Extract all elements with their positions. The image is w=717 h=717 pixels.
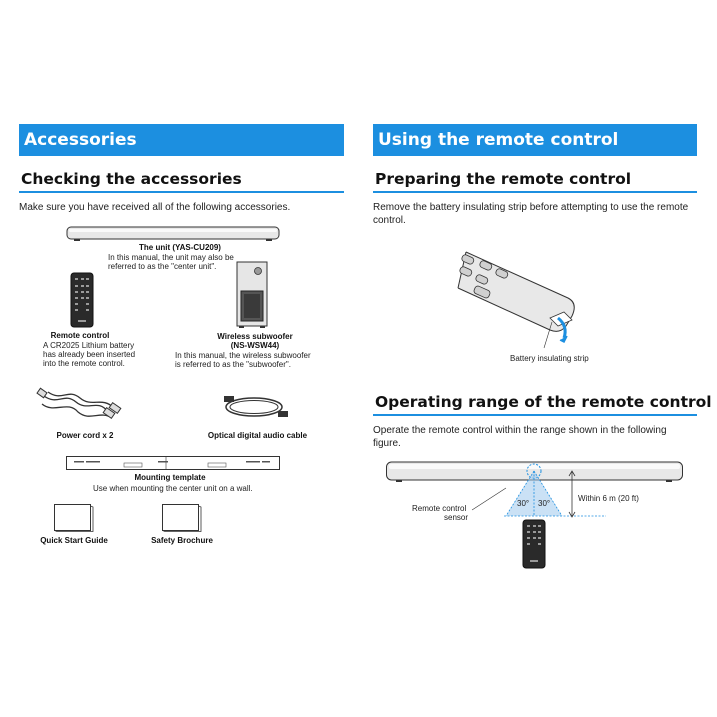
operating-text-line2: figure. bbox=[373, 438, 401, 449]
preparing-text-line2: control. bbox=[373, 215, 406, 226]
quick-start-guide-icon bbox=[54, 504, 94, 532]
accessories-banner: Accessories bbox=[19, 124, 344, 156]
preparing-text-line1: Remove the battery insulating strip before attempting to use the remote bbox=[373, 202, 689, 213]
distance-label: Within 6 m (20 ft) bbox=[578, 494, 639, 503]
angle-left-label: 30° bbox=[517, 499, 530, 508]
heading-rule bbox=[373, 414, 697, 416]
template-title: Mounting template bbox=[134, 473, 206, 482]
safety-brochure-icon bbox=[162, 504, 202, 532]
operating-range-diagram bbox=[386, 458, 686, 578]
sensor-label-line2: sensor bbox=[444, 513, 469, 522]
power-cord-label: Power cord x 2 bbox=[56, 431, 114, 440]
center-unit-illustration bbox=[66, 226, 280, 242]
power-cord-illustration bbox=[38, 388, 128, 426]
subwoofer-title-line1: Wireless subwoofer bbox=[217, 332, 293, 341]
angle-right-label: 30° bbox=[538, 499, 551, 508]
remote-desc-line2: has already been inserted bbox=[43, 350, 136, 359]
subwoofer-title-line2: (NS-WSW44) bbox=[230, 341, 280, 350]
remote-control-illustration bbox=[70, 272, 94, 328]
heading-rule bbox=[373, 191, 697, 193]
remote-title: Remote control bbox=[50, 331, 110, 340]
checking-accessories-heading: Checking the accessories bbox=[21, 170, 242, 188]
sensor-label-line1: Remote control bbox=[412, 504, 467, 513]
safety-brochure-label: Safety Brochure bbox=[151, 536, 213, 545]
optical-cable-label: Optical digital audio cable bbox=[207, 431, 308, 440]
remote-desc-line3: into the remote control. bbox=[43, 359, 125, 368]
subwoofer-desc-line2: is referred to as the "subwoofer". bbox=[175, 360, 291, 369]
battery-strip-label: Battery insulating strip bbox=[510, 354, 589, 363]
operating-range-heading: Operating range of the remote control bbox=[375, 393, 712, 411]
subwoofer-desc-line1: In this manual, the wireless subwoofer bbox=[175, 351, 311, 360]
mounting-template-illustration bbox=[66, 456, 280, 470]
unit-desc-line1: In this manual, the unit may also be bbox=[108, 253, 234, 262]
battery-strip-illustration bbox=[456, 248, 586, 348]
preparing-remote-heading: Preparing the remote control bbox=[375, 170, 632, 188]
operating-text-line1: Operate the remote control within the range shown in the following bbox=[373, 425, 667, 436]
subwoofer-illustration bbox=[236, 261, 268, 329]
template-desc: Use when mounting the center unit on a wall. bbox=[93, 484, 253, 493]
unit-title: The unit (YAS-CU209) bbox=[139, 243, 221, 252]
optical-cable-illustration bbox=[222, 392, 292, 422]
remote-banner: Using the remote control bbox=[373, 124, 697, 156]
accessories-intro: Make sure you have received all of the following accessories. bbox=[19, 202, 291, 213]
remote-desc-line1: A CR2025 Lithium battery bbox=[43, 341, 135, 350]
unit-desc-line2: referred to as the "center unit". bbox=[108, 262, 217, 271]
quick-start-guide-label: Quick Start Guide bbox=[40, 536, 108, 545]
heading-rule bbox=[19, 191, 344, 193]
